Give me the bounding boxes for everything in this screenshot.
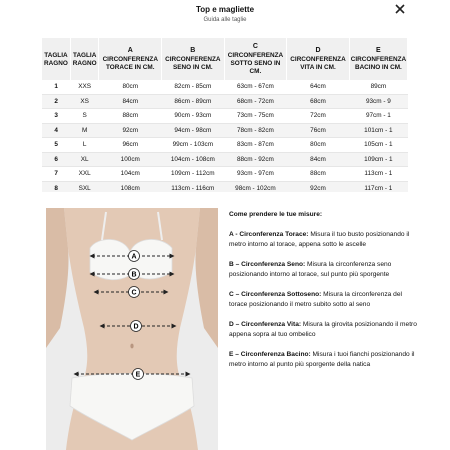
column-header: B CIRCONFERENZA SENO IN CM. bbox=[162, 38, 225, 80]
table-cell: 93cm - 97cm bbox=[224, 167, 287, 182]
table-cell: 83cm - 87cm bbox=[224, 138, 287, 153]
table-row bbox=[42, 80, 408, 94]
size-table bbox=[42, 38, 408, 192]
table-cell: 86cm - 89cm bbox=[162, 94, 225, 109]
table-cell: 80cm bbox=[99, 80, 162, 94]
row-number: 6 bbox=[42, 152, 70, 167]
modal-header bbox=[0, 0, 450, 32]
body-illustration bbox=[46, 208, 218, 450]
table-cell: 63cm - 67cm bbox=[224, 80, 287, 94]
column-header: C CIRCONFERENZA SOTTO SENO IN CM. bbox=[224, 38, 287, 80]
table-cell: 64cm bbox=[287, 80, 350, 94]
marker-e-label: E bbox=[135, 371, 141, 379]
table-cell: 93cm - 9 bbox=[349, 94, 407, 109]
table-cell: 99cm - 103cm bbox=[162, 138, 225, 153]
table-cell: 96cm bbox=[99, 138, 162, 153]
row-number: 3 bbox=[42, 109, 70, 124]
table-row bbox=[42, 109, 408, 124]
table-cell: 88cm - 92cm bbox=[224, 152, 287, 167]
column-header: A CIRCONFERENZA TORACE IN CM. bbox=[99, 38, 162, 80]
close-icon bbox=[394, 3, 406, 15]
table-row bbox=[42, 94, 408, 109]
table-header-row bbox=[42, 38, 408, 80]
modal-subtitle: Guida alle taglie bbox=[203, 17, 247, 23]
table-row bbox=[42, 123, 408, 138]
table-cell: 80cm bbox=[287, 138, 350, 153]
table-cell: 78cm - 82cm bbox=[224, 123, 287, 138]
instruction-item: E – Circonferenza Bacino: Misura i tuoi fianchi posizionando il metro intorno al punto più sporgente della natica bbox=[229, 351, 415, 368]
table-cell: 68cm bbox=[287, 94, 350, 109]
instruction-item: C – Circonferenza Sottoseno: Misura la circonferenza del torace posizionando il metro subito sotto al seno bbox=[229, 291, 402, 308]
measurement-figure bbox=[46, 208, 218, 450]
column-header: E CIRCONFERENZA BACINO IN CM. bbox=[349, 38, 407, 80]
table-cell: XXL bbox=[70, 167, 99, 182]
table-cell: 113cm - 116cm bbox=[162, 181, 225, 192]
table-cell: 101cm - 1 bbox=[349, 123, 407, 138]
table-cell: 84cm bbox=[287, 152, 350, 167]
table-cell: XS bbox=[70, 94, 99, 109]
table-cell: 104cm bbox=[99, 167, 162, 182]
table-cell: 90cm - 93cm bbox=[162, 109, 225, 124]
table-cell: SXL bbox=[70, 181, 99, 192]
row-number: 5 bbox=[42, 138, 70, 153]
marker-b-label: B bbox=[131, 271, 137, 279]
table-row bbox=[42, 167, 408, 182]
column-header: TAGLIA RAGNO bbox=[42, 38, 70, 80]
table-cell: 88cm bbox=[287, 167, 350, 182]
table-row bbox=[42, 152, 408, 167]
table-cell: 98cm - 102cm bbox=[224, 181, 287, 192]
marker-a-label: A bbox=[131, 253, 137, 261]
table-cell: 108cm bbox=[99, 181, 162, 192]
column-header: TAGLIA RAGNO bbox=[70, 38, 99, 80]
row-number: 8 bbox=[42, 181, 70, 192]
marker-c-label: C bbox=[131, 289, 137, 297]
table-cell: XXS bbox=[70, 80, 99, 94]
measurement-instructions bbox=[229, 210, 419, 380]
table-cell: 109cm - 112cm bbox=[162, 167, 225, 182]
table-cell: S bbox=[70, 109, 99, 124]
table-cell: 109cm - 1 bbox=[349, 152, 407, 167]
table-cell: L bbox=[70, 138, 99, 153]
row-number: 7 bbox=[42, 167, 70, 182]
table-cell: 113cm - 1 bbox=[349, 167, 407, 182]
table-cell: 88cm bbox=[99, 109, 162, 124]
table-cell: 92cm bbox=[99, 123, 162, 138]
modal-title: Top e magliette bbox=[195, 5, 255, 14]
table-cell: 89cm bbox=[349, 80, 407, 94]
table-cell: 72cm bbox=[287, 109, 350, 124]
table-cell: 100cm bbox=[99, 152, 162, 167]
table-cell: 94cm - 98cm bbox=[162, 123, 225, 138]
instruction-item: A - Circonferenza Torace: Misura il tuo busto posizionando il metro intorno al torace, appena sotto le ascelle bbox=[229, 231, 410, 248]
table-cell: 84cm bbox=[99, 94, 162, 109]
row-number: 1 bbox=[42, 80, 70, 94]
close-button[interactable] bbox=[394, 3, 406, 15]
table-cell: M bbox=[70, 123, 99, 138]
instructions-heading: Come prendere le tue misure: bbox=[229, 211, 323, 218]
table-cell: 117cm - 1 bbox=[349, 181, 407, 192]
table-cell: 104cm - 108cm bbox=[162, 152, 225, 167]
table-cell: 68cm - 72cm bbox=[224, 94, 287, 109]
row-number: 4 bbox=[42, 123, 70, 138]
table-row bbox=[42, 138, 408, 153]
table-cell: 97cm - 1 bbox=[349, 109, 407, 124]
table-cell: 82cm - 85cm bbox=[162, 80, 225, 94]
table-row bbox=[42, 181, 408, 192]
table-cell: 92cm bbox=[287, 181, 350, 192]
instruction-item: B – Circonferenza Seno: Misura la circonferenza seno posizionando intorno al torace, sul punto più sporgente bbox=[229, 261, 392, 278]
row-number: 2 bbox=[42, 94, 70, 109]
size-table-scroll[interactable] bbox=[42, 38, 408, 192]
table-cell: 105cm - 1 bbox=[349, 138, 407, 153]
table-cell: 76cm bbox=[287, 123, 350, 138]
table-cell: XL bbox=[70, 152, 99, 167]
marker-d-label: D bbox=[133, 323, 139, 331]
instruction-item: D – Circonferenza Vita: Misura la girovita posizionando il metro appena sopra al tuo ombelico bbox=[229, 321, 417, 338]
column-header: D CIRCONFERENZA VITA IN CM. bbox=[287, 38, 350, 80]
table-cell: 73cm - 75cm bbox=[224, 109, 287, 124]
